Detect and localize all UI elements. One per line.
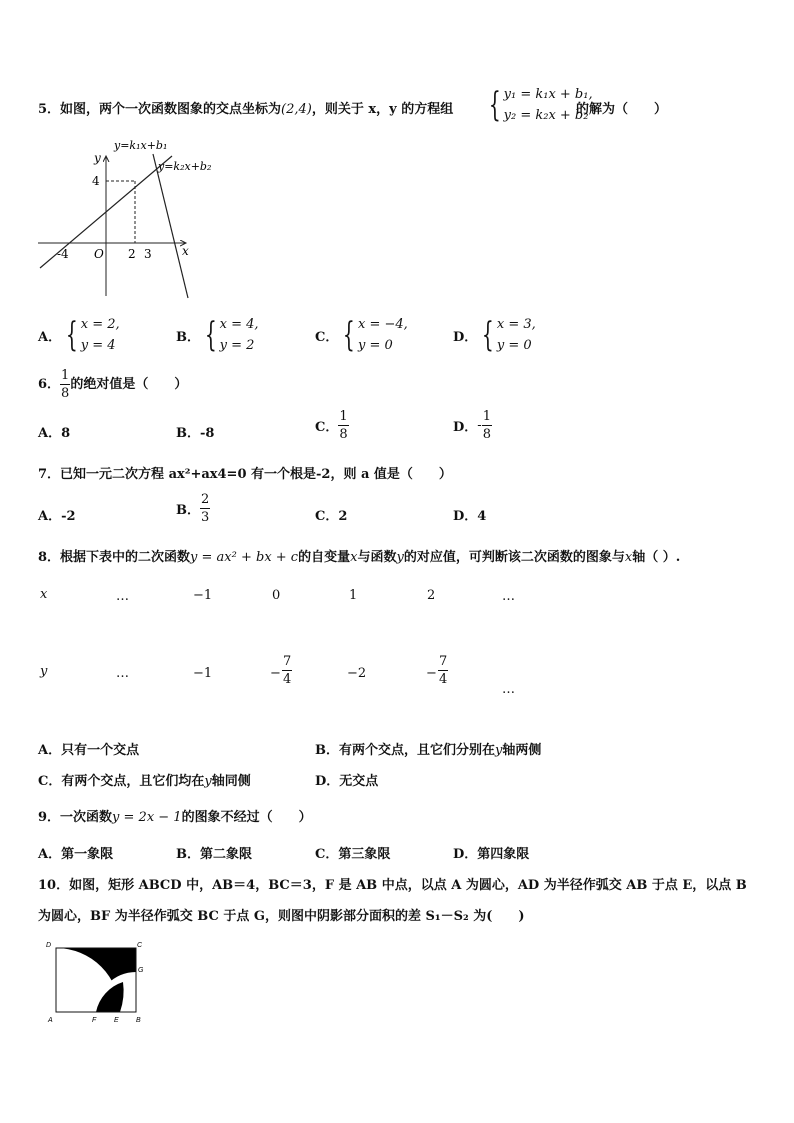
q5-tick-x3: 3 <box>144 247 152 261</box>
q9-option-d[interactable] <box>453 843 529 862</box>
q9-stem <box>38 806 312 825</box>
q9-option-b[interactable] <box>176 843 252 862</box>
q5-option-b[interactable] <box>176 314 259 356</box>
q6-option-b-text: -8 <box>200 426 215 441</box>
q10-label-d: D <box>46 942 52 949</box>
q6-option-d-fraction <box>482 410 492 441</box>
q8-option-d-text: 无交点 <box>339 774 379 789</box>
q6-option-a[interactable] <box>38 422 70 441</box>
q8-var-x: x <box>350 550 358 565</box>
q5-option-c-l2: y = 0 <box>358 338 393 353</box>
q7-option-b-letter: B． <box>176 503 200 518</box>
q9-func: y = 2x − 1 <box>112 810 182 825</box>
q8-func: y = ax² + bx + c <box>190 550 299 565</box>
q8-option-b-post: 轴两侧 <box>502 743 542 758</box>
q5-tick-xm4: -4 <box>57 247 69 261</box>
q7-option-c-text: 2 <box>338 509 348 524</box>
q5-stem <box>38 98 453 117</box>
q8-option-c-pre: 有两个交点，且它们均在 <box>61 774 205 789</box>
q7-option-b[interactable] <box>176 493 210 524</box>
q6-option-c-den: 8 <box>339 427 348 442</box>
q5-option-c[interactable] <box>315 314 408 356</box>
q7-option-b-den: 3 <box>201 510 210 525</box>
q8-option-c-var: y <box>204 774 212 789</box>
q6-stem-post: 的绝对值是（ ） <box>70 377 188 392</box>
q8-option-a[interactable] <box>38 739 139 758</box>
q5-brace: { <box>488 85 501 125</box>
q5-graph <box>30 136 230 304</box>
q6-option-d-den: 8 <box>482 427 491 442</box>
q8-option-b-var: y <box>495 743 503 758</box>
q8-table-cell: 2 <box>427 588 436 603</box>
q9-option-c-letter: C． <box>315 847 339 862</box>
q8-table-cell: − <box>270 666 281 681</box>
q9-stem-post: 的图象不经过（ ） <box>181 810 312 825</box>
q7-stem: 7．已知一元二次方程 ax²+ax4=0 有一个根是-2，则 a 值是（ ） <box>38 467 452 482</box>
q6-option-b[interactable] <box>176 422 214 441</box>
q10-label-c: C <box>137 942 143 949</box>
q7-option-b-num: 2 <box>201 492 210 507</box>
q6-option-c-letter: C． <box>315 420 339 435</box>
q9-option-a-letter: A． <box>38 847 62 862</box>
q9-option-c-text: 第三象限 <box>338 847 391 862</box>
q10-stem-line2: 为圆心，BF 为半径作弧交 BC 于点 G，则图中阴影部分面积的差 S₁－S₂ 为( ) <box>38 909 525 924</box>
q8-table-frac2-den: 4 <box>439 672 448 687</box>
q8-stem-mid2: 与函数 <box>357 550 397 565</box>
q8-stem-pre: 8．根据下表中的二次函数 <box>38 550 191 565</box>
q6-option-a-text: 8 <box>61 426 71 441</box>
q8-option-b-pre: 有两个交点，且它们分别在 <box>339 743 496 758</box>
q5-option-b-letter: B． <box>176 329 200 345</box>
q8-table-cell: … <box>116 666 129 681</box>
q6-option-d-num: 1 <box>482 409 491 424</box>
q8-option-a-letter: A． <box>38 743 62 758</box>
q8-option-c-post: 轴同侧 <box>211 774 251 789</box>
q5-option-d-letter: D． <box>453 329 478 345</box>
q5-stem-pre: 5．如图，两个一次函数图象的交点坐标为 <box>38 102 282 117</box>
q8-table-cell: −2 <box>347 666 367 681</box>
q10-label-e: E <box>114 1017 119 1024</box>
q8-table-frac2 <box>438 655 448 686</box>
q6-option-d[interactable] <box>453 410 492 441</box>
q9-option-d-text: 第四象限 <box>477 847 530 862</box>
q6-option-b-letter: B． <box>176 426 200 441</box>
q8-stem-post: 轴（ ）. <box>632 550 681 565</box>
q8-table-frac1-num: 7 <box>283 654 292 669</box>
q7-option-b-fraction <box>200 493 210 524</box>
q8-stem <box>38 546 680 565</box>
q5-eq2: y₂ = k₂x + b₂ <box>503 108 589 123</box>
q6-stem <box>38 369 187 400</box>
q5-option-a-letter: A． <box>38 329 62 345</box>
q10-label-a: A <box>48 1017 53 1024</box>
q5-option-a-l1: x = 2, <box>80 317 120 332</box>
q5-tick-x2: 2 <box>128 247 136 261</box>
q5-option-c-brace: { <box>343 315 356 355</box>
q9-option-b-text: 第二象限 <box>200 847 253 862</box>
q5-option-c-letter: C． <box>315 329 339 345</box>
q8-stem-mid1: 的自变量 <box>298 550 351 565</box>
q6-option-c[interactable] <box>315 410 349 441</box>
q8-option-c-letter: C． <box>38 774 62 789</box>
q5-line1-label: y=k₁x+b₁ <box>114 139 168 152</box>
q5-option-b-l1: x = 4, <box>219 317 259 332</box>
q7-option-d[interactable] <box>453 505 486 524</box>
q8-stem-mid3: 的对应值，可判断该二次函数的图象与 <box>403 550 625 565</box>
q5-stem-mid: ，则关于 x，y 的方程组 <box>311 102 454 117</box>
q6-number: 6． <box>38 377 61 392</box>
q5-line2 <box>153 154 188 298</box>
q8-table-cell: … <box>502 682 515 697</box>
q8-option-d-letter: D． <box>315 774 340 789</box>
q5-line2-label: y=k₂x+b₂ <box>158 160 212 173</box>
q9-option-a[interactable] <box>38 843 113 862</box>
q5-stem-post: 的解为（ ） <box>576 102 668 117</box>
q10-label-b: B <box>136 1017 141 1024</box>
q6-fraction <box>60 369 70 400</box>
q8-option-b-letter: B． <box>315 743 339 758</box>
q8-table-frac1-den: 4 <box>283 672 292 687</box>
q7-option-a-text: -2 <box>61 509 76 524</box>
q8-table-cell: … <box>502 589 515 604</box>
q9-option-b-letter: B． <box>176 847 200 862</box>
q9-option-a-text: 第一象限 <box>61 847 114 862</box>
q5-option-d-l1: x = 3, <box>496 317 536 332</box>
q10-figure <box>40 936 155 1028</box>
q10-stem-line1: 10．如图，矩形 ABCD 中，AB＝4，BC＝3，F 是 AB 中点，以点 A 为圆心，AD 为半径作弧交 AB 于点 E，以点 B <box>38 878 747 893</box>
q8-table-frac2-num: 7 <box>439 654 448 669</box>
q6-option-d-sign: - <box>477 418 482 433</box>
q8-table-cell: −1 <box>193 666 213 681</box>
q6-option-d-letter: D． <box>453 420 478 435</box>
q8-var-x2: x <box>624 550 633 565</box>
q6-option-c-fraction <box>338 410 348 441</box>
q9-stem-pre: 9．一次函数 <box>38 810 113 825</box>
q9-option-d-letter: D． <box>453 847 478 862</box>
q5-y-label: y <box>94 151 101 165</box>
q5-option-c-l1: x = −4, <box>358 317 408 332</box>
q8-table-cell: −1 <box>193 588 213 603</box>
q6-frac-den: 8 <box>61 386 70 401</box>
q8-table-x-label: x <box>40 587 48 602</box>
q7-option-d-letter: D． <box>453 509 478 524</box>
q5-origin: O <box>94 247 104 261</box>
q6-frac-num: 1 <box>61 368 70 383</box>
q5-x-label: x <box>182 244 189 258</box>
q5-eq1: y₁ = k₁x + b₁, <box>503 87 593 102</box>
q10-label-f: F <box>92 1017 97 1024</box>
q8-table-frac1 <box>282 655 292 686</box>
q8-table-cell: − <box>426 666 437 681</box>
q7-option-c-letter: C． <box>315 509 339 524</box>
q8-table-cell: … <box>116 589 129 604</box>
q8-option-b[interactable] <box>315 739 541 758</box>
q5-option-d-brace: { <box>482 315 495 355</box>
q8-table-y-label: y <box>40 664 48 679</box>
q5-option-d[interactable] <box>453 314 536 356</box>
q8-table-cell: 0 <box>272 588 281 603</box>
q5-option-a-l2: y = 4 <box>80 338 116 353</box>
q7-option-d-text: 4 <box>477 509 487 524</box>
q7-option-c[interactable] <box>315 505 347 524</box>
q9-option-c[interactable] <box>315 843 390 862</box>
q8-option-d[interactable] <box>315 770 378 789</box>
q5-option-b-l2: y = 2 <box>219 338 255 353</box>
q6-option-c-num: 1 <box>339 409 348 424</box>
q8-option-c[interactable] <box>38 770 251 789</box>
q7-option-a-letter: A． <box>38 509 62 524</box>
q5-option-a-brace: { <box>65 315 78 355</box>
q10-label-g: G <box>138 967 144 974</box>
q8-option-a-text: 只有一个交点 <box>61 743 140 758</box>
q6-option-a-letter: A． <box>38 426 62 441</box>
q5-point: (2,4) <box>281 102 312 117</box>
q7-option-a[interactable] <box>38 505 76 524</box>
q8-var-y: y <box>396 550 404 565</box>
q5-option-d-l2: y = 0 <box>496 338 532 353</box>
q5-option-a[interactable] <box>38 314 120 356</box>
q5-option-b-brace: { <box>204 315 217 355</box>
q8-table-cell: 1 <box>349 588 358 603</box>
q5-tick-y4: 4 <box>92 174 100 188</box>
